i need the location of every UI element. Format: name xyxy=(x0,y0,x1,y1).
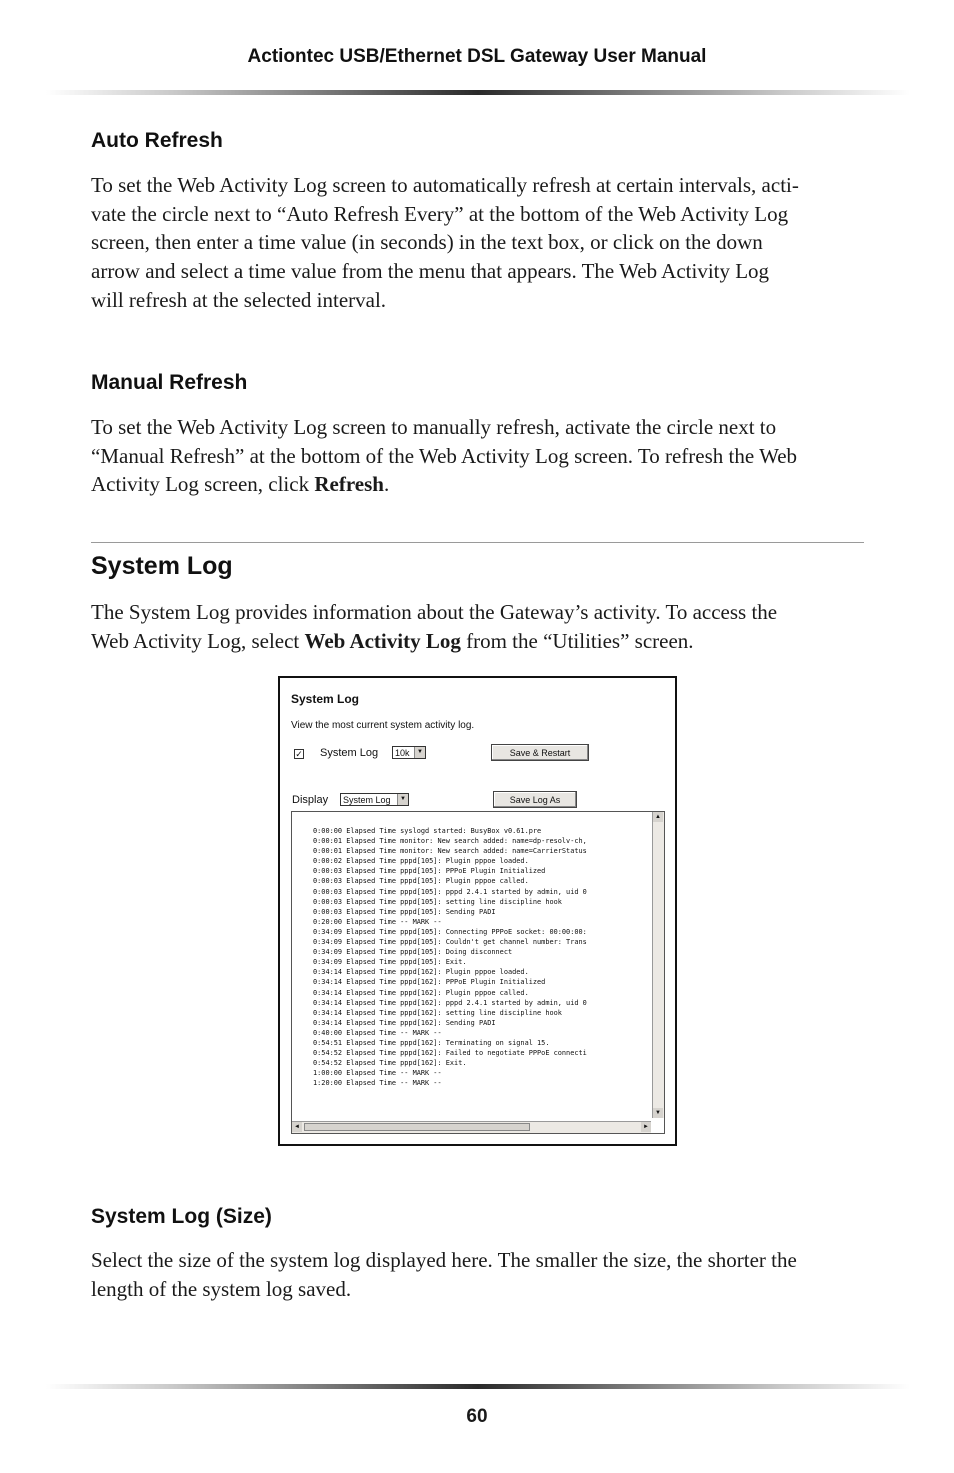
system-log-checkbox-label: System Log xyxy=(320,747,379,759)
log-line: 0:34:14 Elapsed Time pppd[162]: Plugin pppoe called. xyxy=(313,988,529,997)
text-line: will refresh at the selected interval. xyxy=(91,287,387,312)
text-line xyxy=(91,470,866,499)
display-label: Display xyxy=(292,794,329,806)
chevron-down-icon: ▼ xyxy=(414,747,425,758)
log-line: 0:34:14 Elapsed Time pppd[162]: Plugin pppoe loaded. xyxy=(313,968,529,977)
log-line: 1:20:00 Elapsed Time -- MARK -- xyxy=(313,1079,442,1088)
log-line: 1:00:00 Elapsed Time -- MARK -- xyxy=(313,1069,442,1078)
log-line: 0:00:01 Elapsed Time monitor: New search added: name=dp-resolv-ch, xyxy=(313,837,587,846)
text-line: To set the Web Activity Log screen to automatically refresh at certain intervals, acti- xyxy=(91,173,799,197)
log-line: 0:00:02 Elapsed Time pppd[105]: Plugin pppoe loaded. xyxy=(313,857,529,866)
log-line: 0:00:03 Elapsed Time pppd[105]: setting line discipline hook xyxy=(313,897,562,906)
vertical-scrollbar[interactable] xyxy=(652,812,664,1118)
system-log-checkbox[interactable]: ✓ xyxy=(295,749,303,759)
text-line: arrow and select a time value from the menu that appears. The Web Activity Log xyxy=(91,259,770,284)
manual-refresh-paragraph xyxy=(91,413,866,499)
log-line: 0:34:14 Elapsed Time pppd[162]: pppd 2.4.1 started by admin, uid 0 xyxy=(313,998,587,1007)
log-line: 0:00:03 Elapsed Time pppd[105]: Sending PADI xyxy=(313,907,496,916)
log-line: 0:00:00 Elapsed Time syslogd started: BusyBox v0.61.pre xyxy=(313,827,542,835)
text-line: To set the Web Activity Log screen to manually refresh, activate the circle next to xyxy=(91,415,777,439)
text-line xyxy=(91,627,866,656)
log-line: 0:54:52 Elapsed Time pppd[162]: Exit. xyxy=(313,1059,467,1068)
section-divider xyxy=(91,542,864,543)
text-span: . xyxy=(383,472,390,497)
manual-title: Actiontec USB/Ethernet DSL Gateway User Manual xyxy=(247,46,707,67)
chevron-down-icon: ▼ xyxy=(397,794,408,805)
log-line: 0:40:00 Elapsed Time -- MARK -- xyxy=(313,1028,442,1037)
save-log-as-button[interactable]: Save Log As xyxy=(493,791,577,808)
scroll-thumb[interactable] xyxy=(304,1123,530,1131)
log-line: 0:34:09 Elapsed Time pppd[105]: Couldn't get channel number: Trans xyxy=(313,938,587,947)
system-log-size-paragraph xyxy=(91,1246,866,1303)
log-textarea[interactable] xyxy=(291,811,665,1134)
log-line: 0:00:01 Elapsed Time monitor: New search added: name=CarrierStatus xyxy=(313,847,587,856)
text-line: vate the circle next to “Auto Refresh Every” at the bottom of the Web Activity Log xyxy=(91,201,789,226)
log-line: 0:34:14 Elapsed Time pppd[162]: Sending PADI xyxy=(313,1018,496,1027)
log-line: 0:34:09 Elapsed Time pppd[105]: Doing disconnect xyxy=(313,948,513,957)
log-line: 0:54:51 Elapsed Time pppd[162]: Terminating on signal 15. xyxy=(313,1038,550,1047)
log-text xyxy=(313,826,648,1116)
screenshot-description: View the most current system activity log. xyxy=(291,720,475,731)
scroll-up-icon[interactable]: ▲ xyxy=(653,812,663,822)
text-span: Web Activity Log, select xyxy=(91,628,305,653)
auto-refresh-heading: Auto Refresh xyxy=(91,129,223,152)
auto-refresh-paragraph xyxy=(91,171,866,315)
page-number: 60 xyxy=(466,1406,488,1427)
text-line: length of the system log saved. xyxy=(91,1276,352,1301)
manual-refresh-heading: Manual Refresh xyxy=(91,371,248,394)
refresh-emphasis: Refresh xyxy=(314,472,384,497)
scroll-down-icon[interactable]: ▼ xyxy=(653,1108,663,1118)
log-line: 0:00:03 Elapsed Time pppd[105]: Plugin pppoe called. xyxy=(313,877,529,886)
header-rule xyxy=(46,90,910,95)
footer-rule xyxy=(46,1384,910,1389)
system-log-heading: System Log xyxy=(91,552,233,580)
log-line: 0:00:03 Elapsed Time pppd[105]: pppd 2.4.1 started by admin, uid 0 xyxy=(313,887,587,896)
text-line: screen, then enter a time value (in seconds) in the text box, or click on the down xyxy=(91,230,763,255)
scroll-left-icon[interactable]: ◄ xyxy=(292,1122,302,1132)
log-line: 0:20:00 Elapsed Time -- MARK -- xyxy=(313,917,442,926)
text-line: “Manual Refresh” at the bottom of the Web Activity Log screen. To refresh the Web xyxy=(91,443,798,468)
text-span: from the “Utilities” screen. xyxy=(460,628,694,653)
horizontal-scrollbar[interactable] xyxy=(292,1121,651,1133)
text-line: Select the size of the system log displayed here. The smaller the size, the shorter the xyxy=(91,1248,797,1272)
scroll-right-icon[interactable]: ► xyxy=(641,1122,651,1132)
system-log-size-heading: System Log (Size) xyxy=(91,1205,272,1228)
log-line: 0:00:03 Elapsed Time pppd[105]: PPPoE Plugin Initialized xyxy=(313,867,546,876)
log-line: 0:54:52 Elapsed Time pppd[162]: Failed to negotiate PPPoE connecti xyxy=(313,1049,587,1058)
web-activity-log-emphasis: Web Activity Log xyxy=(304,628,461,653)
log-size-select[interactable] xyxy=(392,746,426,759)
log-line: 0:34:14 Elapsed Time pppd[162]: setting line discipline hook xyxy=(313,1008,562,1017)
system-log-paragraph xyxy=(91,598,866,655)
screenshot-title: System Log xyxy=(291,692,360,706)
log-line: 0:34:14 Elapsed Time pppd[162]: PPPoE Plugin Initialized xyxy=(313,978,546,987)
log-line: 0:34:09 Elapsed Time pppd[105]: Exit. xyxy=(313,958,467,967)
text-line: The System Log provides information about the Gateway’s activity. To access the xyxy=(91,600,778,624)
display-value: System Log xyxy=(343,795,391,805)
system-log-screenshot xyxy=(278,676,677,1146)
text-span: Activity Log screen, click xyxy=(91,472,315,497)
save-restart-button[interactable]: Save & Restart xyxy=(491,744,589,761)
log-size-value: 10k xyxy=(395,748,410,758)
log-line: 0:34:09 Elapsed Time pppd[105]: Connecting PPPoE socket: 00:00:00: xyxy=(313,927,587,936)
display-select[interactable] xyxy=(340,793,409,806)
